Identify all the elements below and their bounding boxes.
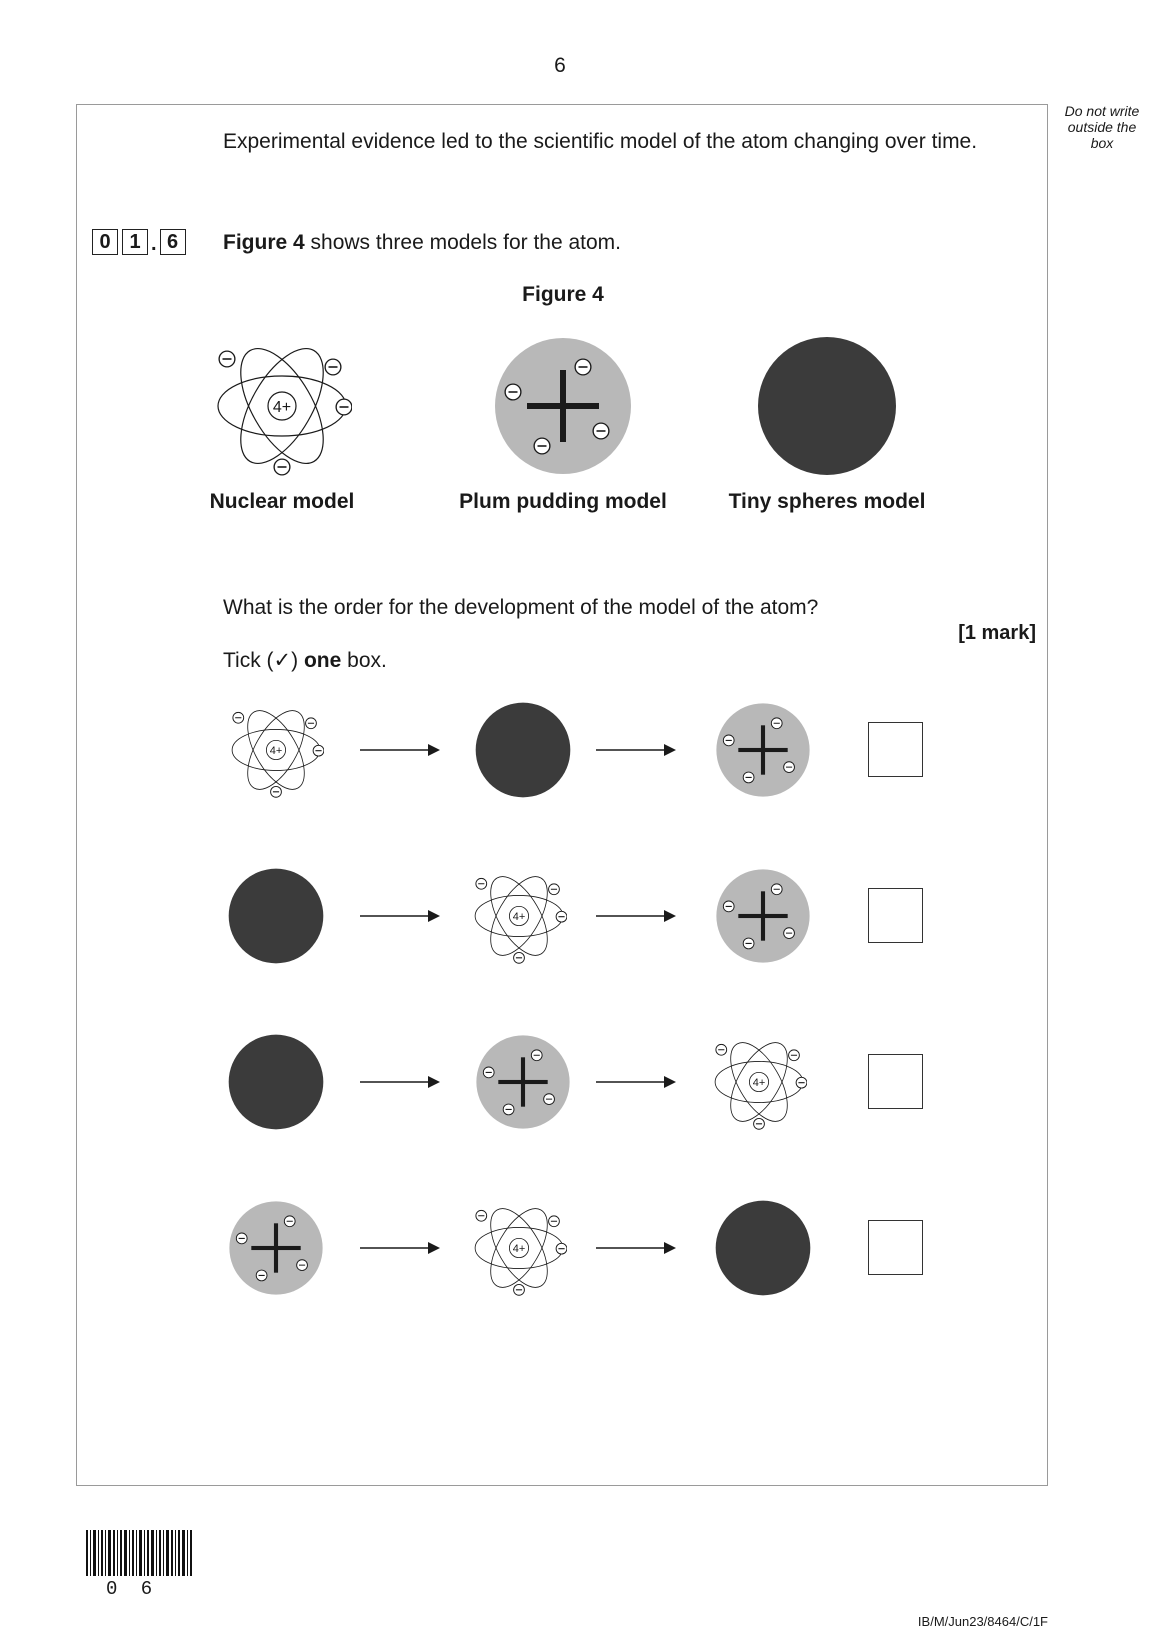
margin-note-line: Do not write [1064, 103, 1140, 119]
tiny-spheres-model-label: Tiny spheres model [728, 490, 926, 513]
question-number [92, 229, 186, 255]
tiny-spheres-model-icon [228, 868, 324, 964]
tiny-spheres-model-figure [757, 336, 897, 476]
nuclear-model-icon [471, 1200, 567, 1296]
nuclear-model-icon [471, 868, 567, 964]
marks-allocation: [1 mark] [958, 622, 1036, 644]
arrow-icon [360, 743, 440, 757]
arrow-icon [596, 1241, 676, 1255]
answer-checkbox[interactable] [868, 1220, 923, 1275]
barcode [86, 1530, 192, 1576]
tiny-spheres-model-icon [228, 1034, 324, 1130]
paper-reference-code: IB/M/Jun23/8464/C/1F [917, 1614, 1048, 1629]
question-text [223, 231, 621, 255]
tick-instruction-pre: Tick (✓) [223, 649, 304, 672]
plum-pudding-model-icon [475, 1034, 571, 1130]
barcode-number: 0 6 [106, 1578, 159, 1600]
question-text-rest: shows three models for the atom. [304, 231, 621, 254]
question-number-digit: 1 [122, 229, 148, 255]
margin-note [1058, 103, 1146, 151]
intro-text: Experimental evidence led to the scientific model of the atom changing over time. [223, 130, 978, 153]
question-number-digit: 0 [92, 229, 118, 255]
plum-pudding-model-icon [715, 702, 811, 798]
arrow-icon [360, 1241, 440, 1255]
plum-pudding-model-icon [715, 868, 811, 964]
nuclear-model-figure [212, 336, 352, 476]
answer-checkbox[interactable] [868, 888, 923, 943]
arrow-icon [596, 909, 676, 923]
figure-title: Figure 4 [522, 283, 604, 306]
tick-instruction-emphasis: one [303, 649, 342, 672]
margin-note-line: outside the [1067, 119, 1137, 135]
arrow-icon [360, 1075, 440, 1089]
arrow-icon [596, 743, 676, 757]
plum-pudding-model-icon [228, 1200, 324, 1296]
arrow-icon [360, 909, 440, 923]
tick-instruction-post: box. [341, 649, 387, 672]
answer-checkbox[interactable] [868, 722, 923, 777]
tick-instruction [223, 648, 387, 673]
plum-pudding-model-figure [493, 336, 633, 476]
question-prompt: What is the order for the development of the model of the atom? [223, 596, 819, 619]
margin-note-line: box [1090, 135, 1114, 151]
plum-pudding-model-label: Plum pudding model [459, 490, 667, 513]
figure-reference: Figure 4 [223, 231, 305, 254]
tiny-spheres-model-icon [715, 1200, 811, 1296]
question-number-dot: . [151, 233, 157, 255]
arrow-icon [596, 1075, 676, 1089]
page-number: 6 [554, 54, 566, 77]
nuclear-model-icon [228, 702, 324, 798]
nuclear-model-label: Nuclear model [209, 490, 355, 513]
question-number-digit: 6 [160, 229, 186, 255]
nuclear-model-icon [711, 1034, 807, 1130]
tiny-spheres-model-icon [475, 702, 571, 798]
answer-checkbox[interactable] [868, 1054, 923, 1109]
